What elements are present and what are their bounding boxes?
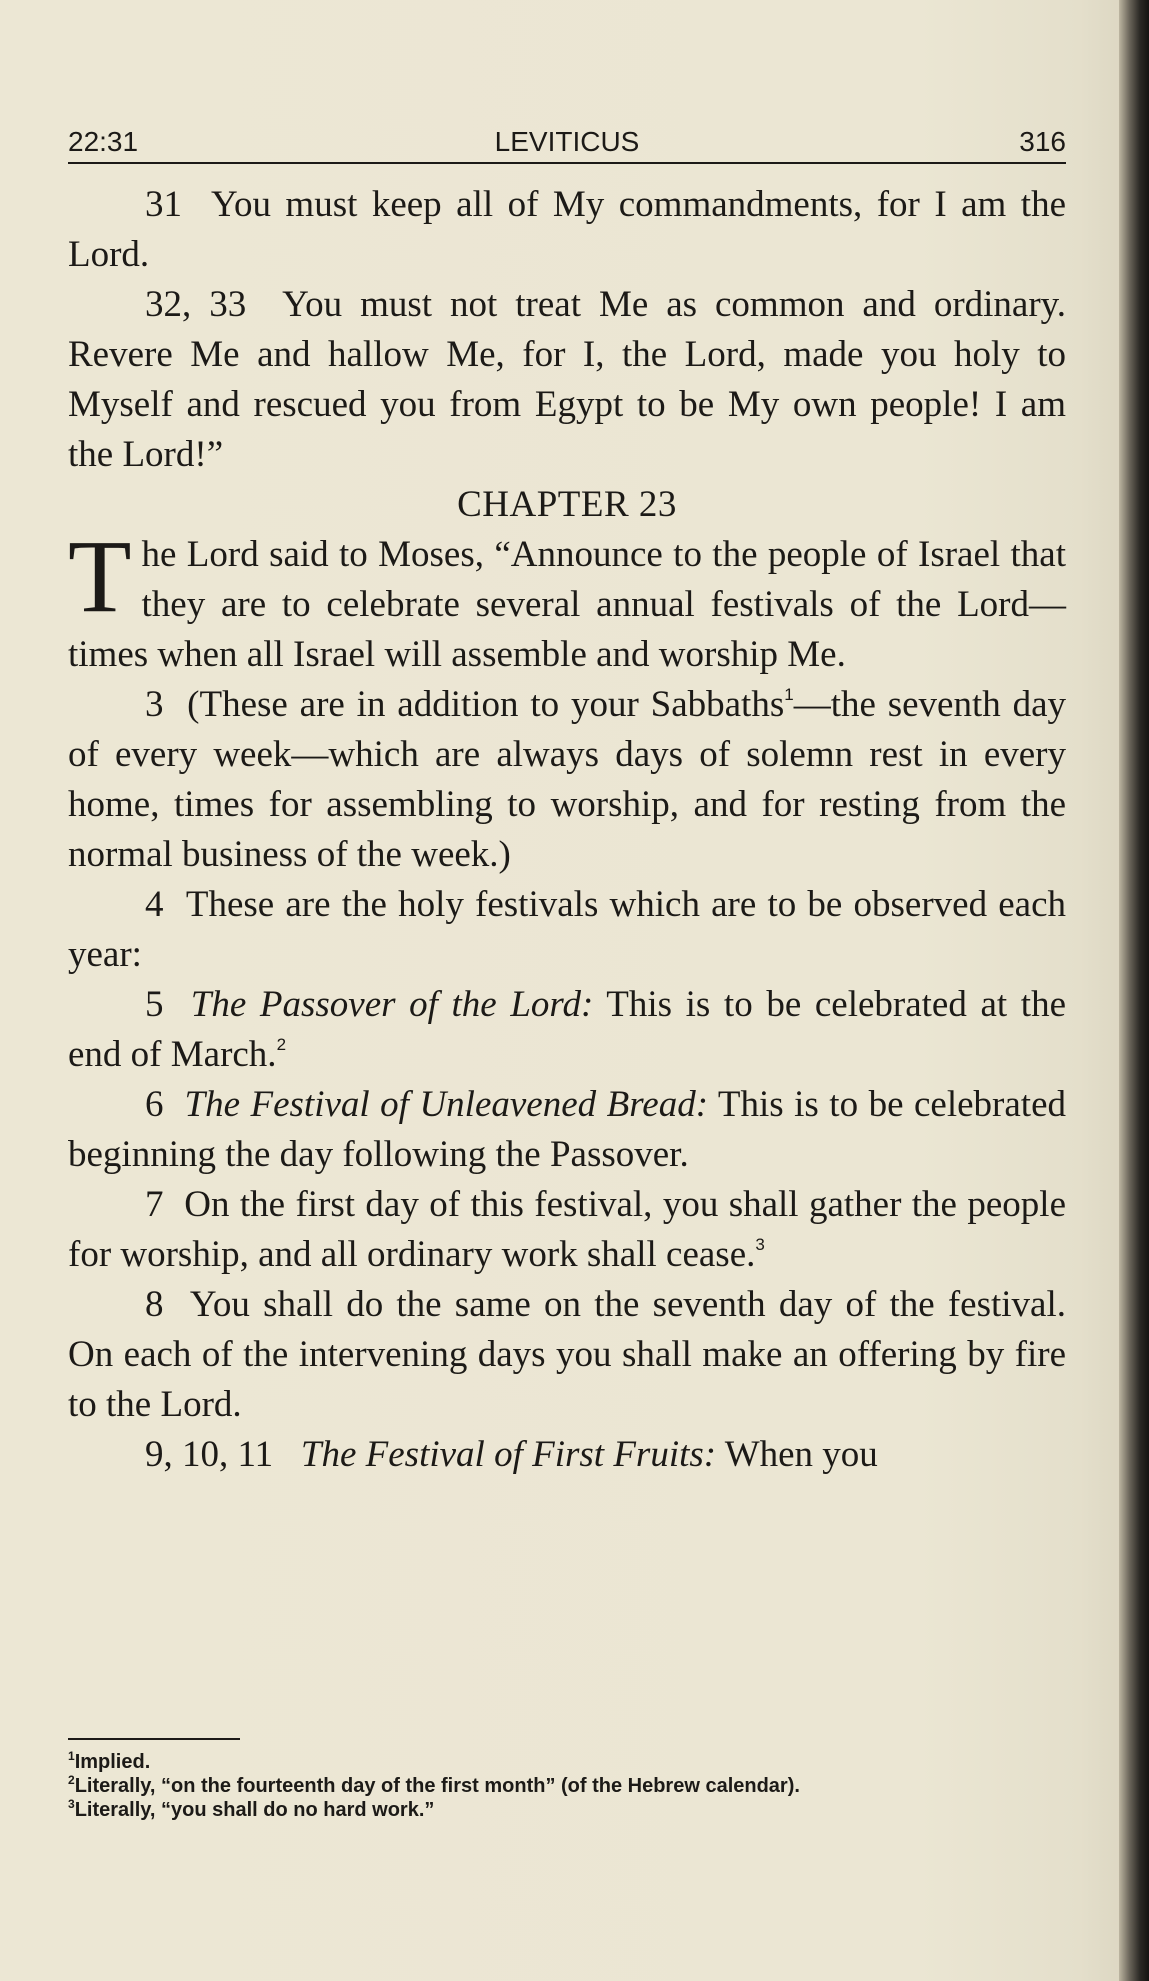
verse-text: This is to be celebrated beginning the day following the Passover. — [68, 1084, 1067, 1175]
footnote-mark: 2 — [68, 1773, 75, 1787]
verse-5 — [68, 980, 1066, 1080]
footnote-text: Implied. — [74, 1751, 151, 1773]
verse-4 — [68, 880, 1066, 980]
header-book-title: LEVITICUS — [494, 126, 640, 157]
chapter-heading: CHAPTER 23 — [457, 484, 677, 525]
footnote-divider — [68, 1738, 240, 1740]
verse-text: These are the holy festivals which are to be observed each year: — [68, 884, 1067, 975]
verse-number: 31 — [145, 184, 182, 225]
footnote-marker: 1 — [784, 685, 794, 704]
footnote-mark: 3 — [68, 1797, 75, 1811]
footnote-text: Literally, “you shall do no hard work.” — [74, 1799, 435, 1821]
verse-text: —the seventh day of every week—which are always days of solemn rest in every home, times for assembling to worship, and for resting from the normal business of the week.) — [68, 684, 1067, 875]
footnote-marker: 2 — [276, 1035, 287, 1054]
footnote-text: Literally, “on the fourteenth day of the first month” (of the Hebrew calendar). — [74, 1775, 800, 1797]
verse-text: he Lord said to Moses, “Announce to the people of Israel that they are to celebrate several annual festivals of the Lord—times when all Israel will assemble and worship Me. — [68, 534, 1066, 675]
footnote-3 — [68, 1798, 1066, 1822]
verse-text: (These are in addition to your Sabbaths — [187, 684, 785, 725]
verse-7 — [68, 1180, 1066, 1280]
verse-32-33 — [68, 280, 1066, 480]
verse-text: This is to be celebrated at the end of March. — [68, 984, 1066, 1075]
chapter-intro — [68, 519, 1066, 680]
footnote-mark: 1 — [68, 1749, 75, 1763]
verse-number: 32, 33 — [145, 284, 247, 325]
verse-6 — [68, 1080, 1066, 1180]
festival-title: The Passover of the Lord: — [190, 984, 594, 1025]
footnote-2 — [68, 1774, 1066, 1798]
verse-text: When you — [724, 1434, 878, 1475]
book-binding-edge — [1119, 0, 1149, 1981]
verse-text: You must not treat Me as common and ordinary. Revere Me and hallow Me, for I, the Lord, made you holy to Myself and rescued you from Egypt to be My own people! I am the Lord!” — [68, 284, 1067, 475]
verse-31 — [68, 180, 1066, 280]
drop-cap-letter: T — [68, 519, 132, 634]
verse-text: You shall do the same on the seventh day of the festival. On each of the intervening days you shall make an offering by fire to the Lord. — [68, 1284, 1067, 1425]
verse-number: 4 — [145, 884, 164, 925]
verse-8 — [68, 1280, 1066, 1430]
verse-3 — [68, 680, 1066, 880]
festival-title: The Festival of First Fruits: — [300, 1434, 717, 1475]
verse-text: On the first day of this festival, you shall gather the people for worship, and all ordinary work shall cease. — [68, 1184, 1066, 1275]
footnote-1 — [68, 1750, 1066, 1774]
verse-number: 9, 10, 11 — [145, 1434, 274, 1475]
running-header — [68, 122, 1066, 164]
header-reference: 22:31 — [68, 126, 139, 157]
footnotes — [68, 1750, 1066, 1822]
verse-9-11 — [68, 1430, 1066, 1480]
footnote-marker: 3 — [755, 1235, 765, 1254]
verse-number: 7 — [145, 1184, 164, 1225]
verse-number: 3 — [145, 684, 164, 725]
scripture-text — [68, 180, 1066, 1480]
verse-number: 8 — [145, 1284, 164, 1325]
verse-text: You must keep all of My commandments, for I am the Lord. — [68, 184, 1066, 275]
page-number: 316 — [1019, 126, 1066, 157]
verse-number: 6 — [145, 1084, 164, 1125]
festival-title: The Festival of Unleavened Bread: — [184, 1084, 709, 1125]
verse-number: 5 — [145, 984, 164, 1025]
